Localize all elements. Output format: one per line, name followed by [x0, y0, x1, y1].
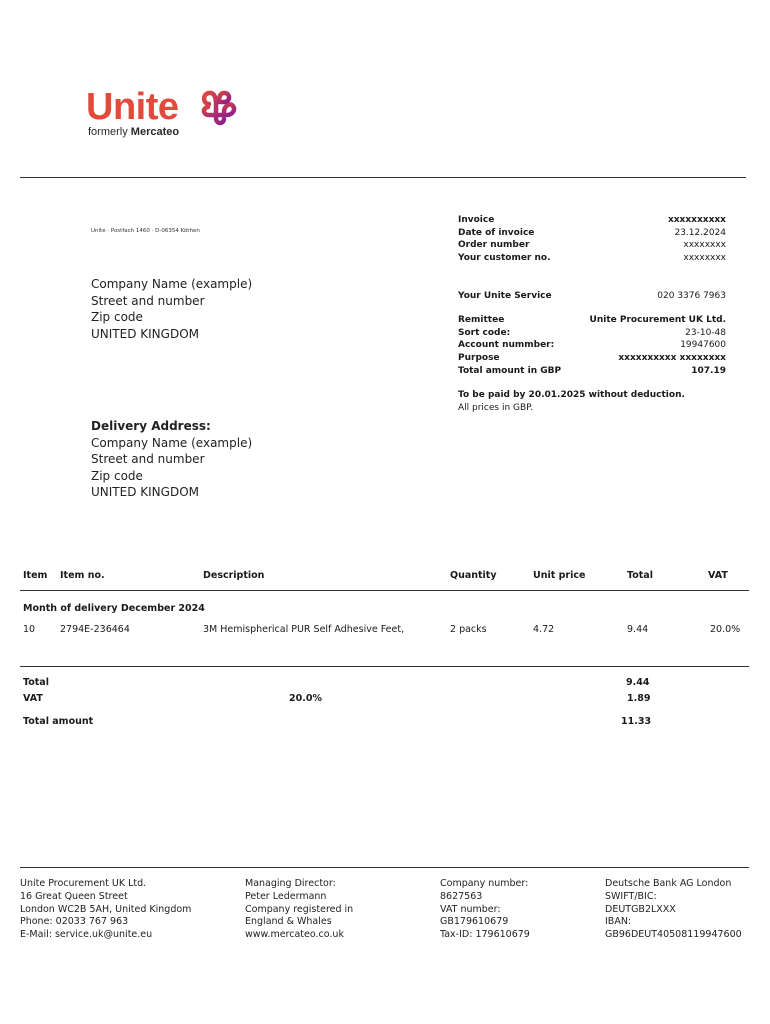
prices-note: All prices in GBP. [458, 402, 534, 413]
footer-management [245, 878, 353, 942]
payment-label: Account nummber: [458, 340, 555, 351]
totals-amount-label: Total amount [23, 716, 94, 727]
meta-row-customer-no [458, 252, 726, 265]
payment-value: 19947600 [680, 340, 726, 351]
header-divider [20, 177, 746, 178]
totals-vat-label: VAT [23, 693, 43, 704]
footer-line: Tax-ID: 179610679 [440, 929, 530, 941]
meta-row-order [458, 239, 726, 252]
footer-line: E-Mail: service.uk@unite.eu [20, 929, 153, 941]
delivery-address [91, 418, 252, 501]
service-info [458, 290, 726, 303]
payment-value: xxxxxxxxxx xxxxxxxx [618, 353, 726, 364]
meta-row-service [458, 290, 726, 303]
totals-total-label: Total [23, 677, 49, 688]
recipient-line: Company Name (example) [91, 277, 253, 291]
footer-divider [20, 867, 749, 868]
payment-value: 107.19 [691, 365, 726, 376]
delivery-line: UNITED KINGDOM [91, 485, 199, 499]
cell-unit-price: 4.72 [533, 624, 555, 635]
meta-label: Invoice [458, 215, 495, 225]
cell-quantity: 2 packs [450, 624, 487, 635]
footer-line: Company registered in [245, 903, 354, 915]
footer-line: Peter Ledermann [245, 890, 327, 902]
meta-value: xxxxxxxx [683, 253, 726, 264]
logo-subtitle-brand: Mercateo [130, 126, 180, 138]
meta-row-invoice [458, 214, 726, 227]
col-header-unit-price: Unit price [533, 570, 586, 581]
cell-total: 9.44 [627, 624, 649, 635]
footer-line: GB179610679 [440, 916, 509, 928]
footer-line: VAT number: [440, 903, 501, 915]
footer-line: GB96DEUT40508119947600 [605, 929, 742, 941]
payment-info [458, 314, 726, 378]
footer-line: SWIFT/BIC: [605, 890, 657, 902]
delivery-month-label: Month of delivery December 2024 [23, 603, 205, 614]
logo-subtitle-prefix: formerly [88, 126, 128, 138]
payment-label: Sort code: [458, 327, 511, 338]
payment-note [458, 389, 685, 414]
cell-vat: 20.0% [710, 624, 741, 635]
meta-value: xxxxxxxx [683, 240, 726, 251]
meta-label: Date of invoice [458, 227, 535, 238]
col-header-description: Description [203, 570, 265, 581]
totals-vat-value: 1.89 [627, 693, 651, 704]
recipient-line: UNITED KINGDOM [91, 326, 199, 341]
footer-line: 16 Great Queen Street [20, 890, 128, 902]
footer-company-address [20, 878, 191, 942]
meta-row-date [458, 227, 726, 240]
footer-line: England & Whales [245, 916, 332, 928]
logo-subtitle [88, 126, 179, 138]
footer-line: 8627563 [440, 890, 483, 902]
delivery-line: Street and number [91, 452, 205, 466]
footer-line: Managing Director: [245, 878, 336, 889]
delivery-line: Company Name (example) [91, 435, 253, 450]
cell-item: 10 [23, 624, 36, 635]
table-row [0, 624, 770, 638]
delivery-heading: Delivery Address: [91, 419, 211, 433]
recipient-line: Street and number [91, 293, 205, 308]
unite-logo-icon [199, 88, 241, 128]
footer-line: Phone: 02033 767 963 [20, 916, 129, 928]
col-header-vat: VAT [708, 570, 728, 581]
service-label: Your Unite Service [458, 291, 552, 301]
payment-row-remittee [458, 314, 726, 327]
service-phone: 020 3376 7963 [657, 291, 726, 301]
payment-label: Remittee [458, 315, 505, 325]
totals-vat-rate: 20.0% [289, 693, 322, 704]
footer-line: IBAN: [605, 916, 632, 928]
footer-line: Company number: [440, 878, 529, 889]
footer-line: Deutsche Bank AG London [605, 878, 732, 889]
payment-value: Unite Procurement UK Ltd. [589, 315, 726, 325]
payment-value: 23-10-48 [685, 327, 726, 338]
footer-line: www.mercateo.co.uk [245, 929, 344, 941]
pay-by-note: To be paid by 20.01.2025 without deduction. [458, 390, 685, 400]
footer-bank [605, 878, 742, 942]
cell-item-no: 2794E-236464 [60, 624, 130, 635]
col-header-item: Item [23, 570, 48, 581]
meta-label: Your customer no. [458, 253, 551, 264]
payment-label: Total amount in GBP [458, 365, 562, 376]
delivery-line: Zip code [91, 468, 143, 483]
meta-value: xxxxxxxxxx [667, 215, 726, 225]
payment-row-sort-code [458, 327, 726, 340]
footer-line: London WC2B 5AH, United Kingdom [20, 903, 192, 915]
payment-row-purpose [458, 352, 726, 365]
recipient-line: Zip code [91, 310, 143, 324]
payment-label: Purpose [458, 353, 500, 364]
footer-registration [440, 878, 530, 942]
footer-line: DEUTGB2LXXX [605, 903, 676, 915]
payment-row-account [458, 339, 726, 352]
table-header-divider [20, 590, 749, 591]
meta-label: Order number [458, 240, 530, 251]
company-logo-wordmark: Unite [86, 86, 179, 128]
col-header-quantity: Quantity [450, 570, 497, 581]
totals-amount-value: 11.33 [621, 716, 652, 727]
col-header-total: Total [627, 570, 653, 581]
sender-return-address: Unite · Postfach 1460 · D-06354 Köthen [91, 228, 200, 234]
table-bottom-divider [20, 666, 749, 667]
meta-value: 23.12.2024 [674, 227, 726, 238]
cell-description: 3M Hemispherical PUR Self Adhesive Feet, [203, 624, 405, 635]
footer-line: Unite Procurement UK Ltd. [20, 878, 147, 889]
payment-row-total [458, 365, 726, 378]
col-header-item-no: Item no. [60, 570, 105, 581]
invoice-meta [458, 214, 726, 265]
totals-total-value: 9.44 [626, 677, 650, 688]
recipient-address [91, 276, 252, 342]
